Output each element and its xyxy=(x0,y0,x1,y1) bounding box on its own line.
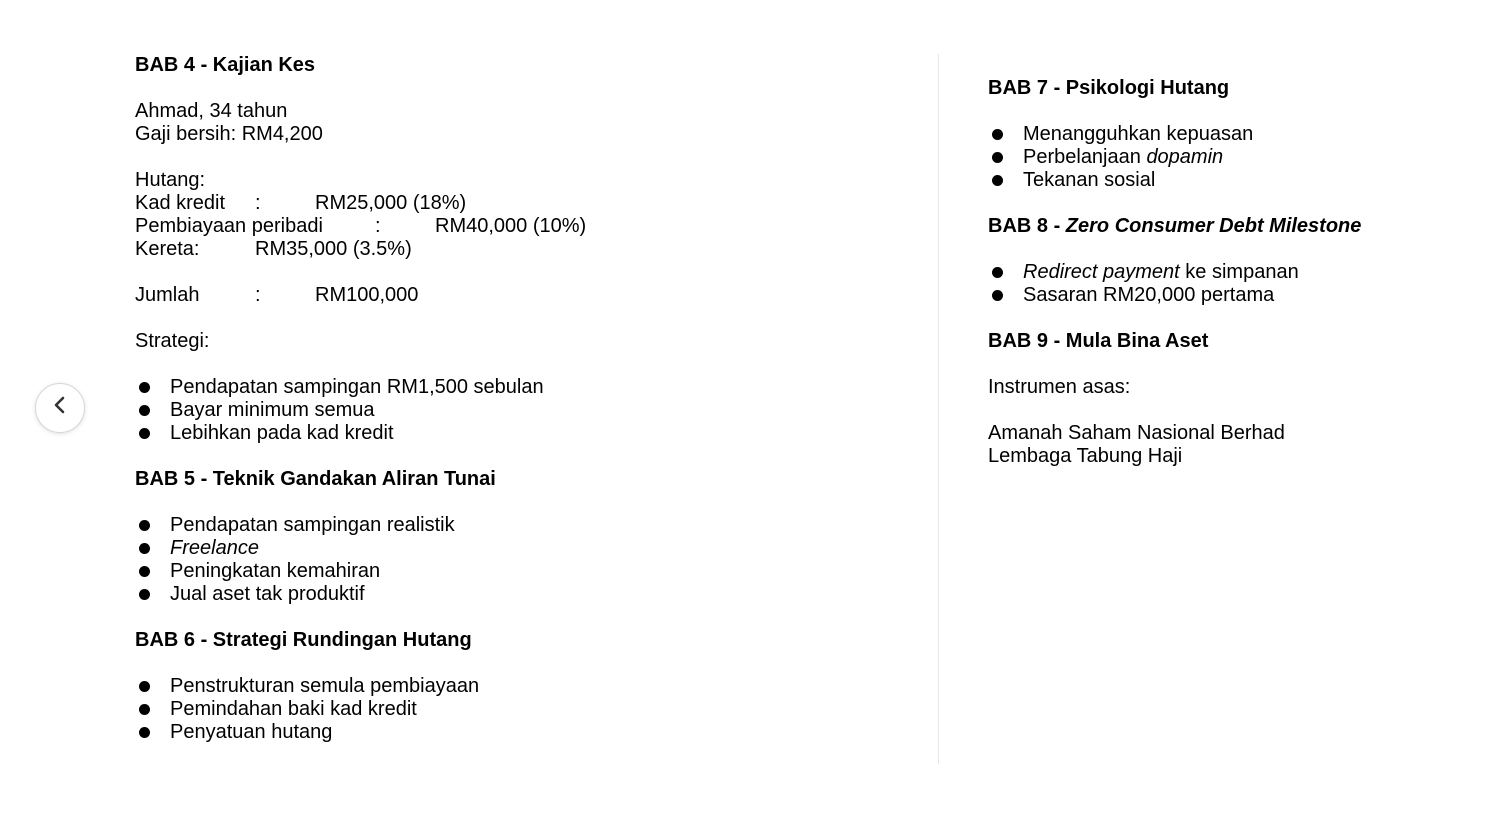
list-item xyxy=(135,376,835,399)
list-item-text: Bayar minimum semua xyxy=(170,399,375,421)
debt-separator: : xyxy=(255,192,261,214)
list-item-text xyxy=(1023,261,1299,284)
bullet-icon xyxy=(992,267,1003,278)
debt-value: RM40,000 (10%) xyxy=(435,215,587,237)
bullet-icon xyxy=(992,290,1003,301)
debt-label: Kereta: xyxy=(135,238,200,260)
list-item-text xyxy=(1023,146,1223,169)
bullet-icon xyxy=(139,520,150,531)
bullet-icon xyxy=(992,152,1003,163)
total-label: Jumlah xyxy=(135,284,200,306)
bab8-heading-title: Zero Consumer Debt Milestone xyxy=(1065,215,1362,237)
debt-label: Pembiayaan peribadi xyxy=(135,215,323,237)
debt-row xyxy=(135,192,735,215)
list-item-text: Penstrukturan semula pembiayaan xyxy=(170,675,480,697)
debt-value: RM25,000 (18%) xyxy=(315,192,467,214)
right-page xyxy=(988,0,1468,822)
bab8-heading-prefix: BAB 8 - xyxy=(988,215,1066,237)
instruments-label: Instrumen asas: xyxy=(988,376,1131,398)
list-item xyxy=(135,422,835,445)
bullet-icon xyxy=(139,566,150,577)
bullet-icon xyxy=(139,543,150,554)
page-divider xyxy=(938,54,939,764)
case-profile-salary: Gaji bersih: RM4,200 xyxy=(135,123,323,145)
list-item xyxy=(135,560,835,583)
instrument-item: Lembaga Tabung Haji xyxy=(988,445,1183,467)
list-item xyxy=(988,284,1448,307)
list-item-text: Jual aset tak produktif xyxy=(170,583,365,605)
instrument-item: Amanah Saham Nasional Berhad xyxy=(988,422,1285,444)
total-value: RM100,000 xyxy=(315,284,419,306)
list-item-text-italic: dopamin xyxy=(1146,146,1224,168)
bullet-icon xyxy=(139,681,150,692)
list-item-text: Pendapatan sampingan realistik xyxy=(170,514,455,536)
list-item xyxy=(988,169,1448,192)
list-item-text: Freelance xyxy=(170,537,259,559)
bullet-icon xyxy=(992,175,1003,186)
list-item-text: Pemindahan baki kad kredit xyxy=(170,698,417,720)
list-item xyxy=(135,675,835,698)
list-item-text: Penyatuan hutang xyxy=(170,721,333,743)
list-item-text-plain: Perbelanjaan xyxy=(1023,146,1147,168)
list-item-text: Menangguhkan kepuasan xyxy=(1023,123,1254,145)
list-item xyxy=(988,123,1448,146)
bab4-heading: BAB 4 - Kajian Kes xyxy=(135,54,316,76)
chevron-left-icon xyxy=(50,395,70,421)
strategy-label: Strategi: xyxy=(135,330,210,352)
list-item-text: Sasaran RM20,000 pertama xyxy=(1023,284,1275,306)
debts-label: Hutang: xyxy=(135,169,206,191)
list-item-text: Pendapatan sampingan RM1,500 sebulan xyxy=(170,376,544,398)
bullet-icon xyxy=(139,428,150,439)
list-item xyxy=(135,399,835,422)
debt-value: RM35,000 (3.5%) xyxy=(255,238,412,260)
debt-separator: : xyxy=(375,215,381,237)
list-item-text: Lebihkan pada kad kredit xyxy=(170,422,394,444)
bullet-icon xyxy=(139,382,150,393)
list-item xyxy=(135,514,835,537)
list-item xyxy=(988,261,1448,284)
total-row xyxy=(135,284,735,307)
list-item-text: Peningkatan kemahiran xyxy=(170,560,381,582)
left-page xyxy=(135,0,895,822)
bab6-heading: BAB 6 - Strategi Rundingan Hutang xyxy=(135,629,472,651)
debt-row xyxy=(135,238,735,261)
bullet-icon xyxy=(139,704,150,715)
bullet-icon xyxy=(139,727,150,738)
bullet-icon xyxy=(139,405,150,416)
case-profile-name: Ahmad, 34 tahun xyxy=(135,100,288,122)
list-item xyxy=(135,537,835,560)
bab8-heading xyxy=(988,215,1361,238)
list-item xyxy=(135,698,835,721)
list-item xyxy=(988,146,1448,169)
list-item-text-italic: Redirect payment xyxy=(1023,261,1180,283)
list-item-text: Tekanan sosial xyxy=(1023,169,1156,191)
bullet-icon xyxy=(139,589,150,600)
total-separator: : xyxy=(255,284,261,306)
bab9-heading: BAB 9 - Mula Bina Aset xyxy=(988,330,1209,352)
bab7-heading: BAB 7 - Psikologi Hutang xyxy=(988,77,1230,99)
debt-label: Kad kredit xyxy=(135,192,226,214)
list-item xyxy=(135,721,835,744)
list-item-text-plain: ke simpanan xyxy=(1179,261,1299,283)
previous-page-button[interactable] xyxy=(35,383,85,433)
bullet-icon xyxy=(992,129,1003,140)
list-item xyxy=(135,583,835,606)
debt-row xyxy=(135,215,735,238)
bab5-heading: BAB 5 - Teknik Gandakan Aliran Tunai xyxy=(135,468,496,490)
